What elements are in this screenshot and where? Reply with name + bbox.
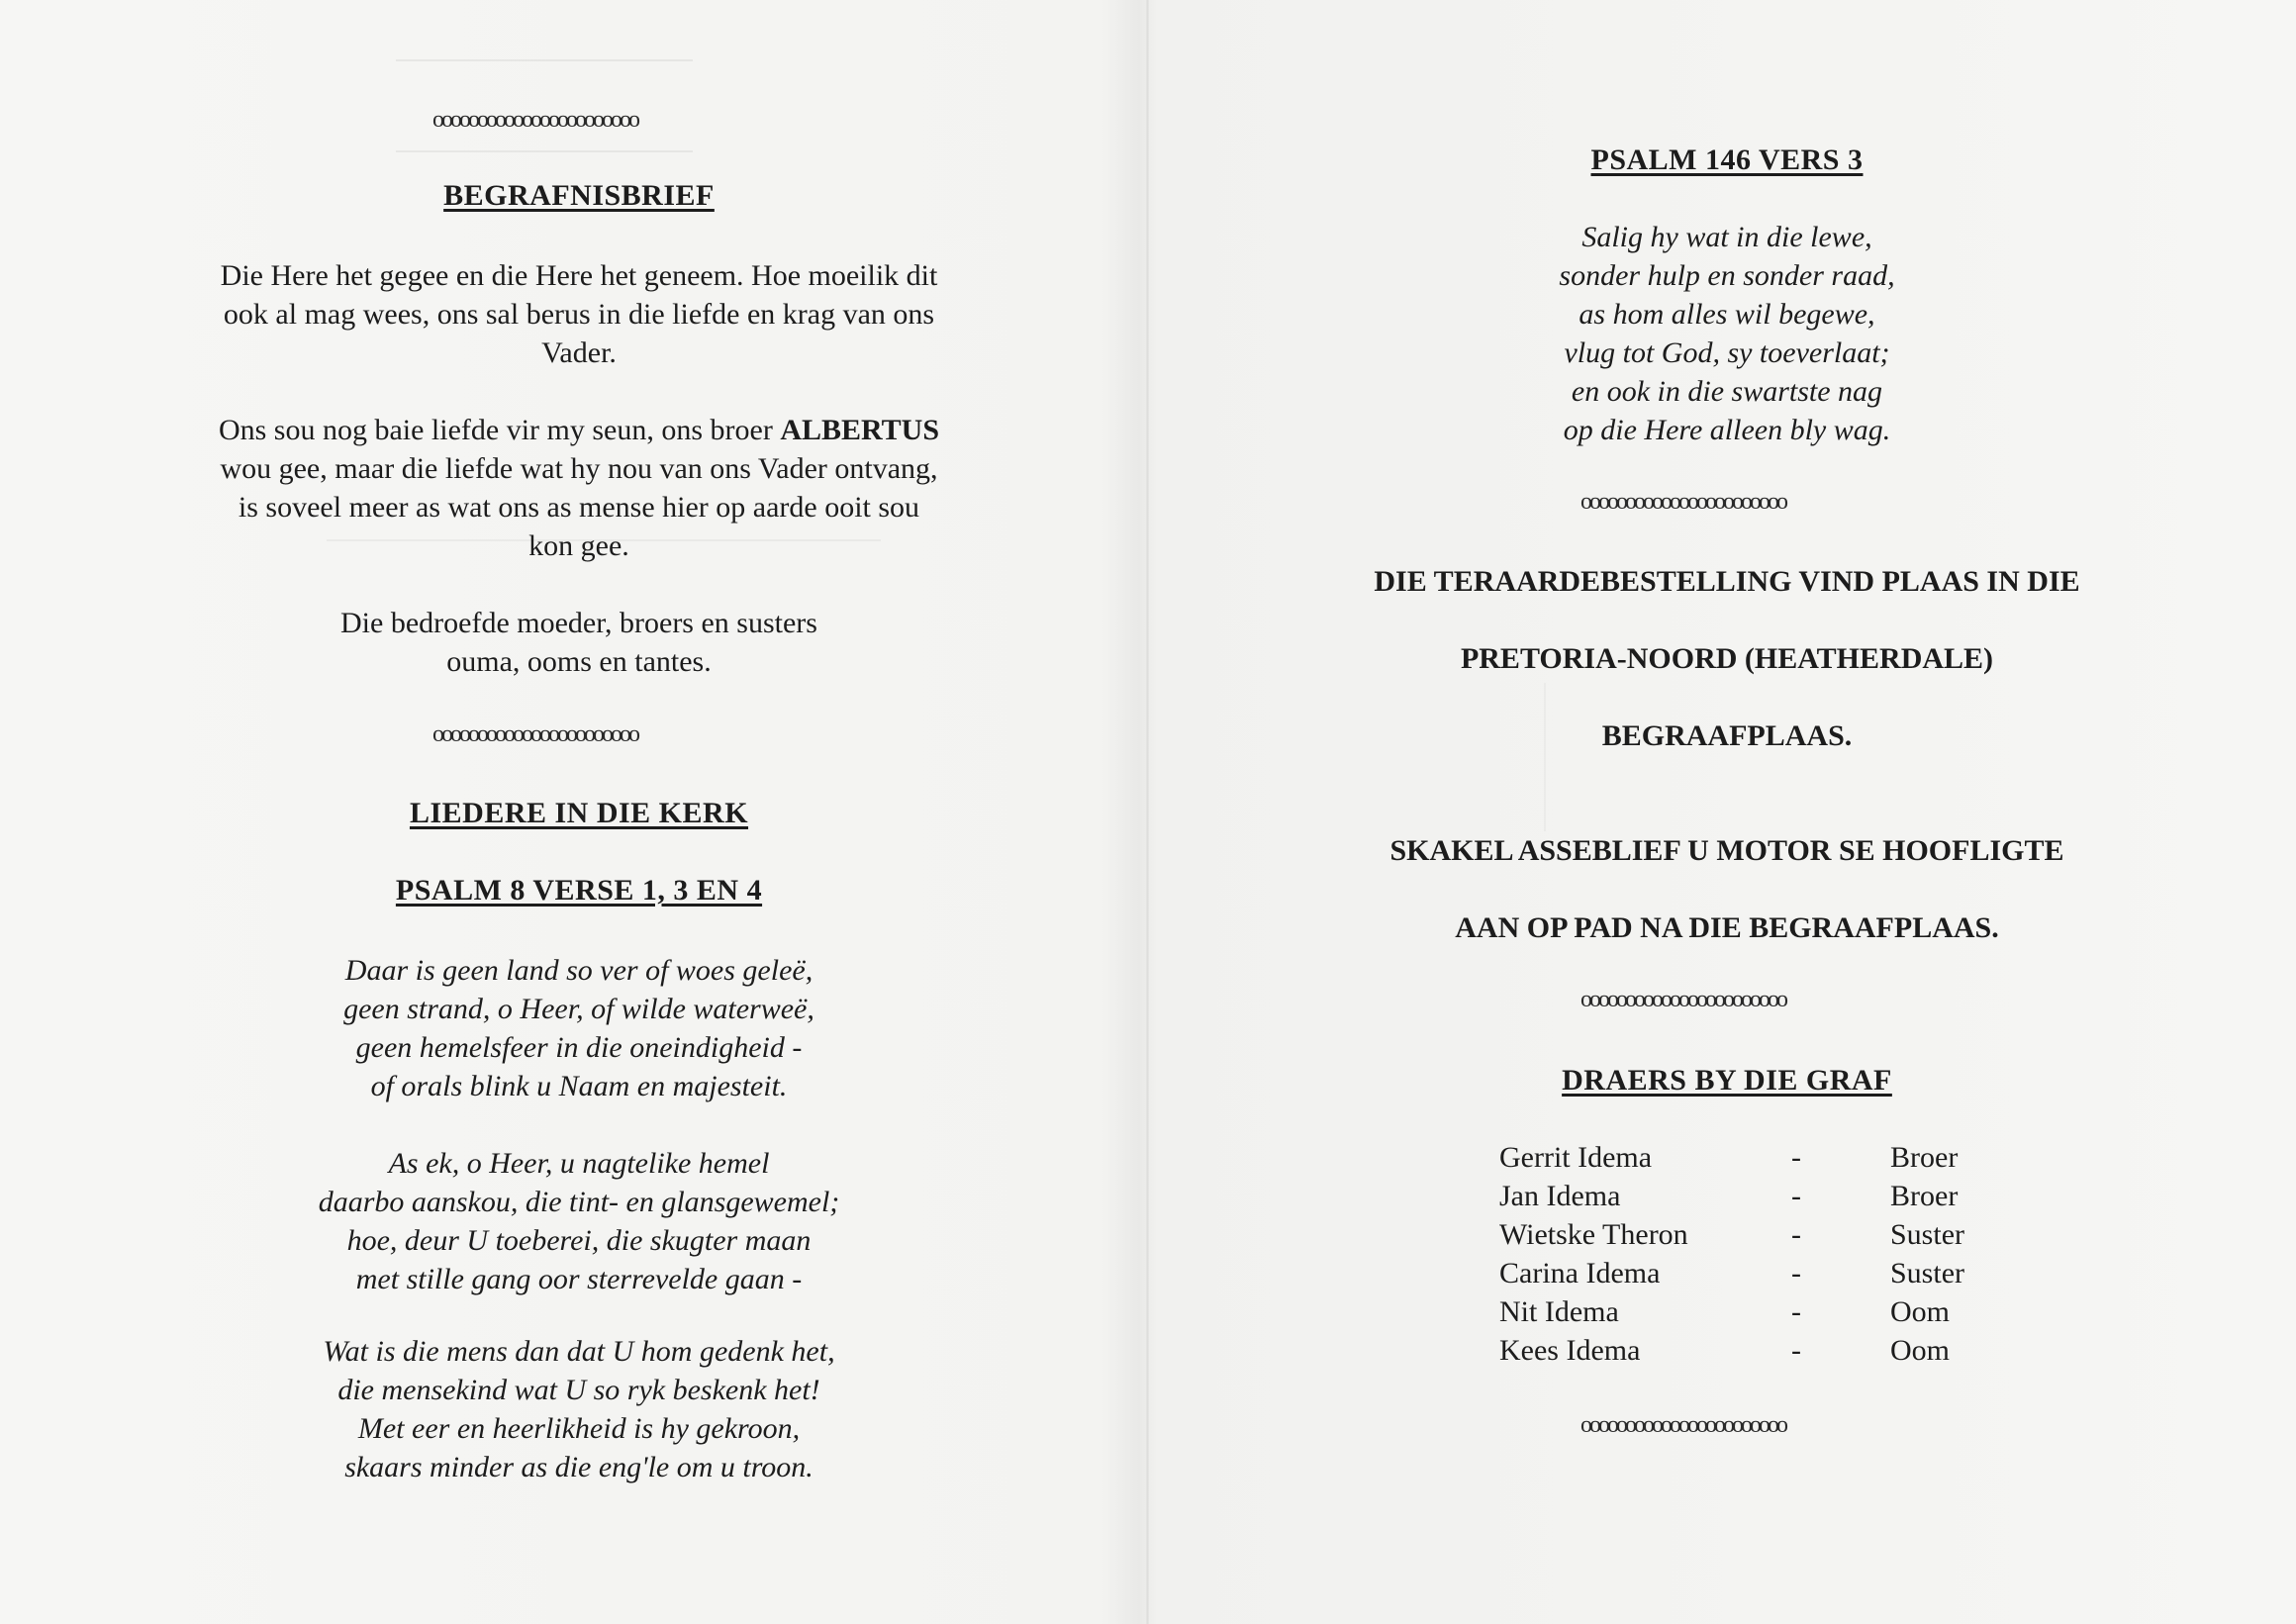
funeral-letter-paragraph-2 (99, 411, 1059, 565)
verse-line: as hom alles wil begewe, (1578, 298, 1875, 331)
bearer-name: Wietske Theron (1499, 1218, 1688, 1251)
bearer-name: Kees Idema (1499, 1334, 1641, 1367)
ornament-divider: ooooooooooooooooooooooo (1580, 987, 1785, 1012)
psalm-8-heading: PSALM 8 VERSE 1, 3 EN 4 (395, 874, 763, 907)
ornament-divider: ooooooooooooooooooooooo (1580, 1412, 1785, 1438)
bearer-name: Nit Idema (1499, 1295, 1619, 1328)
bearer-dash: - (1791, 1141, 1801, 1174)
ornament-divider: ooooooooooooooooooooooo (432, 721, 637, 747)
bearer-name: Jan Idema (1499, 1180, 1621, 1212)
bearer-dash: - (1791, 1334, 1801, 1367)
verse-line: en ook in die swartste nag (1571, 375, 1883, 408)
text-line: is soveel meer as wat ons as mense hier op aarde ooit sou (238, 491, 920, 524)
bearer-relation: Broer (1890, 1141, 1959, 1174)
bearer-row (1499, 1138, 2009, 1177)
text-fragment: Ons sou nog baie liefde vir my seun, ons broer (218, 414, 781, 446)
text-line: ouma, ooms en tantes. (446, 645, 712, 678)
bearer-row (1499, 1177, 2009, 1215)
verse-line: Salig hy wat in die lewe, (1581, 221, 1872, 253)
bearer-relation: Suster (1890, 1257, 1964, 1290)
text-line: ook al mag wees, ons sal berus in die liefde en krag van ons (223, 298, 935, 331)
bearer-relation: Suster (1890, 1218, 1964, 1251)
verse-line: of orals blink u Naam en majesteit. (370, 1070, 788, 1102)
funeral-letter-signoff (99, 604, 1059, 681)
verse-line: Met eer en heerlikheid is hy gekroon, (357, 1412, 801, 1445)
burial-notice-line-1: DIE TERAARDEBESTELLING VIND PLAAS IN DIE (1374, 565, 2080, 598)
verse-line: geen hemelsfeer in die oneindigheid - (355, 1031, 803, 1064)
verse-line: vlug tot God, sy toeverlaat; (1564, 336, 1890, 369)
bearers-heading: DRAERS BY DIE GRAF (1562, 1064, 1892, 1097)
bearer-dash: - (1791, 1257, 1801, 1290)
psalm-8-verse-3 (99, 1144, 1059, 1298)
bearer-relation: Broer (1890, 1180, 1959, 1212)
psalm-146-heading: PSALM 146 VERS 3 (1590, 143, 1864, 176)
bearers-list (1499, 1138, 2009, 1370)
verse-line: geen strand, o Heer, of wilde waterweë, (343, 993, 814, 1025)
headlights-notice-line-1: SKAKEL ASSEBLIEF U MOTOR SE HOOFLIGTE (1389, 834, 2064, 867)
text-line: Vader. (541, 336, 617, 369)
verse-line: met stille gang oor sterrevelde gaan - (355, 1263, 803, 1295)
verse-line: sonder hulp en sonder raad, (1559, 259, 1895, 292)
burial-notice-line-2: PRETORIA-NOORD (HEATHERDALE) (1460, 642, 1994, 675)
psalm-8-verse-1 (99, 951, 1059, 1105)
text-line: Die Here het gegee en die Here het geneem. Hoe moeilik dit (220, 259, 938, 292)
bearer-dash: - (1791, 1218, 1801, 1251)
verse-line: Wat is die mens dan dat U hom gedenk het, (323, 1335, 835, 1368)
bearer-relation: Oom (1890, 1334, 1950, 1367)
psalm-146-verse (1247, 218, 2207, 449)
text-line (99, 411, 1059, 449)
bearer-row (1499, 1292, 2009, 1331)
bearer-row (1499, 1254, 2009, 1292)
deceased-name: ALBERTUS (780, 414, 940, 446)
psalm-8-verse-4 (99, 1332, 1059, 1486)
verse-line: Daar is geen land so ver of woes geleë, (344, 954, 813, 987)
ornament-divider: ooooooooooooooooooooooo (1580, 489, 1785, 515)
text-line: Die bedroefde moeder, broers en susters (340, 607, 817, 639)
bearer-dash: - (1791, 1180, 1801, 1212)
verse-line: die mensekind wat U so ryk beskenk het! (337, 1374, 820, 1406)
headlights-notice-line-2: AAN OP PAD NA DIE BEGRAAFPLAAS. (1455, 911, 1999, 944)
burial-notice-line-3: BEGRAAFPLAAS. (1601, 719, 1853, 752)
bearer-row (1499, 1215, 2009, 1254)
bearer-name: Gerrit Idema (1499, 1141, 1653, 1174)
bearer-name: Carina Idema (1499, 1257, 1661, 1290)
text-line: kon gee. (528, 529, 629, 562)
verse-line: skaars minder as die eng'le om u troon. (344, 1451, 813, 1483)
ornament-divider: ooooooooooooooooooooooo (432, 107, 637, 133)
bearer-dash: - (1791, 1295, 1801, 1328)
verse-line: op die Here alleen bly wag. (1563, 414, 1891, 446)
funeral-letter-heading: BEGRAFNISBRIEF (443, 179, 715, 212)
verse-line: As ek, o Heer, u nagtelike hemel (388, 1147, 770, 1180)
bearer-relation: Oom (1890, 1295, 1950, 1328)
verse-line: daarbo aanskou, die tint- en glansgewemel; (318, 1186, 840, 1218)
bearer-row (1499, 1331, 2009, 1370)
church-songs-heading: LIEDERE IN DIE KERK (409, 797, 749, 829)
verse-line: hoe, deur U toeberei, die skugter maan (346, 1224, 812, 1257)
funeral-letter-paragraph-1 (99, 256, 1059, 372)
text-line: wou gee, maar die liefde wat hy nou van ons Vader ontvang, (220, 452, 938, 485)
